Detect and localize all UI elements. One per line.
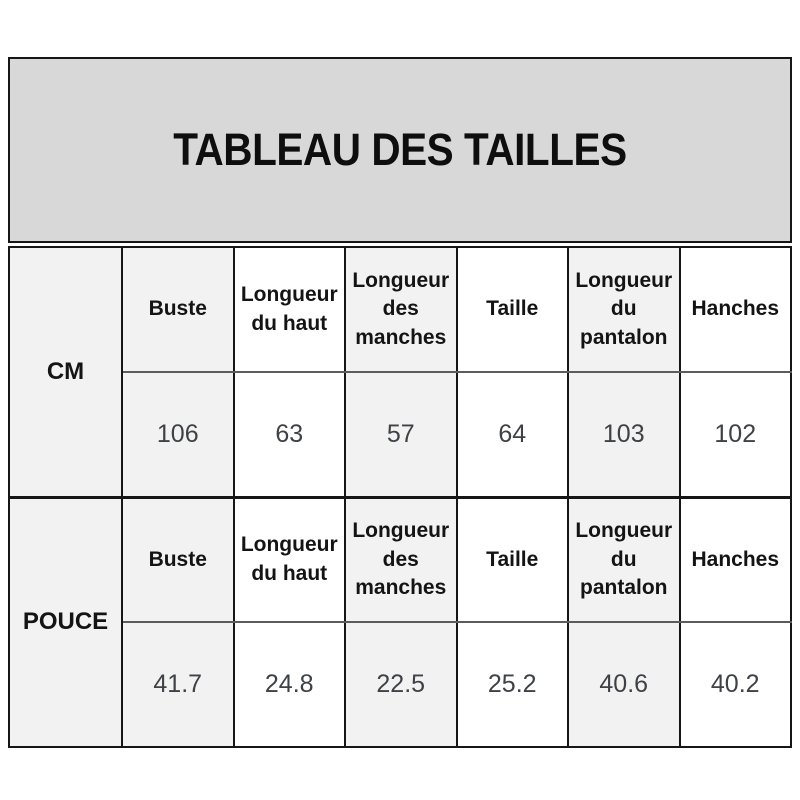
header-cell-buste: Buste — [122, 497, 234, 622]
header-cell-taille: Taille — [457, 247, 569, 372]
header-cell-taille: Taille — [457, 497, 569, 622]
header-cell-longueur-du-haut: Longueur du haut — [234, 497, 346, 622]
cm-header-row — [9, 247, 791, 372]
unit-cell-cm: CM — [9, 247, 122, 497]
value-cell-cm-buste: 106 — [122, 372, 234, 497]
header-cell-hanches: Hanches — [680, 497, 792, 622]
value-cell-cm-longueur-du-pantalon: 103 — [568, 372, 680, 497]
value-cell-cm-longueur-du-haut: 63 — [234, 372, 346, 497]
value-cell-pouce-longueur-du-pantalon: 40.6 — [568, 622, 680, 747]
header-cell-hanches: Hanches — [680, 247, 792, 372]
header-cell-longueur-des-manches: Longueur des manches — [345, 247, 457, 372]
header-cell-longueur-du-pantalon: Longueur du pantalon — [568, 497, 680, 622]
header-cell-buste: Buste — [122, 247, 234, 372]
header-cell-longueur-des-manches: Longueur des manches — [345, 497, 457, 622]
value-cell-cm-taille: 64 — [457, 372, 569, 497]
pouce-values-row — [9, 622, 791, 747]
value-cell-pouce-taille: 25.2 — [457, 622, 569, 747]
value-cell-pouce-longueur-du-haut: 24.8 — [234, 622, 346, 747]
header-cell-longueur-du-pantalon: Longueur du pantalon — [568, 247, 680, 372]
value-cell-cm-hanches: 102 — [680, 372, 792, 497]
pouce-header-row — [9, 497, 791, 622]
value-cell-pouce-hanches: 40.2 — [680, 622, 792, 747]
unit-cell-pouce: POUCE — [9, 497, 122, 747]
cm-values-row — [9, 372, 791, 497]
page-title: TABLEAU DES TAILLES — [173, 124, 627, 175]
size-chart-banner — [8, 57, 792, 243]
value-cell-pouce-longueur-des-manches: 22.5 — [345, 622, 457, 747]
value-cell-pouce-buste: 41.7 — [122, 622, 234, 747]
size-table — [8, 246, 792, 748]
value-cell-cm-longueur-des-manches: 57 — [345, 372, 457, 497]
header-cell-longueur-du-haut: Longueur du haut — [234, 247, 346, 372]
